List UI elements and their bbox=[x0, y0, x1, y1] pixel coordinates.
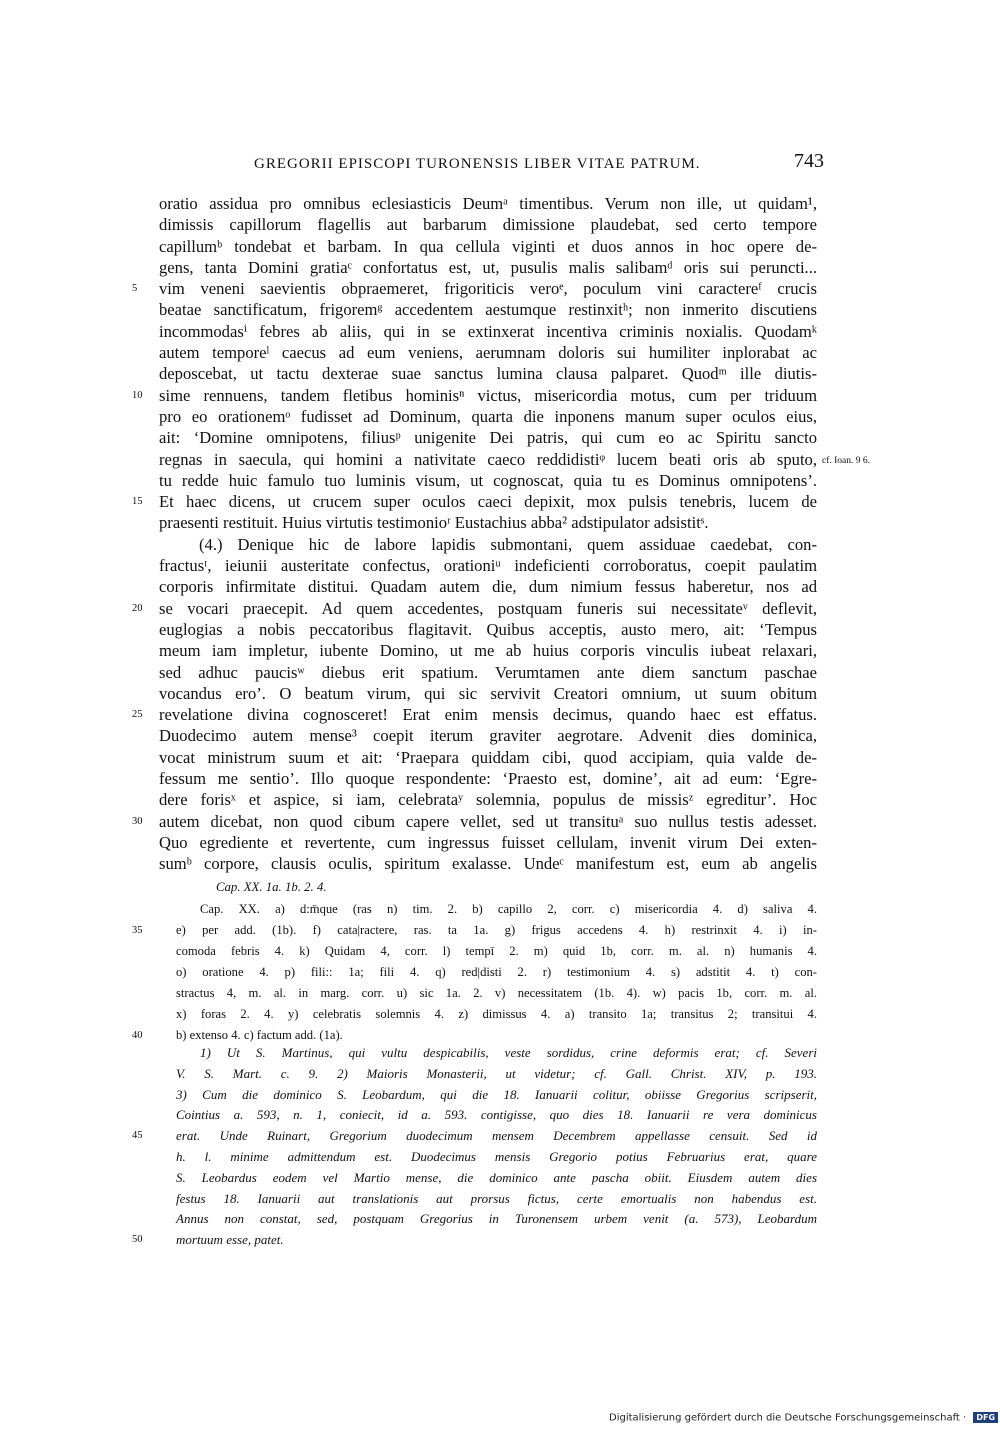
line-text: praesenti restituit. Huius virtutis testimonioʳ Eustachius abba² adstipulator adsistitˢ. bbox=[159, 513, 709, 533]
apparatus-heading: Cap. XX. 1a. 1b. 2. 4. bbox=[216, 880, 327, 894]
text-line bbox=[0, 811, 1000, 832]
line-text: revelatione divina cognosceret! Erat enim mensis decimus, quando haec est effatus. bbox=[159, 705, 817, 725]
text-line bbox=[0, 598, 1000, 619]
footnote-line bbox=[0, 1230, 1000, 1251]
line-text: sime rennuens, tandem fletibus hominisⁿ victus, misericordia motus, cum per triduum bbox=[159, 385, 817, 405]
text-line bbox=[0, 278, 1000, 299]
line-text: o) oratione 4. p) fili:: 1a; fili 4. q) red|disti 2. r) testimonium 4. s) adstitit 4. t) con- bbox=[176, 965, 817, 979]
line-text: Duodecimo autem mense³ coepit iterum graviter aegrotare. Advenit dies dominica, bbox=[159, 726, 817, 746]
text-line bbox=[0, 512, 1000, 533]
apparatus-line bbox=[0, 920, 1000, 941]
line-text: autem dicebat, non quod cibum capere vellet, sed ut transituᵃ suo nullus testis adesset. bbox=[159, 811, 817, 831]
line-text: vocandus ero’. O beatum virum, qui sic servivit Creatori omnium, ut suum obitum bbox=[159, 683, 817, 703]
text-line bbox=[0, 406, 1000, 427]
line-text: erat. Unde Ruinart, Gregorium duodecimum mensem Decembrem appellasse censuit. Sed id bbox=[176, 1128, 817, 1144]
line-text: fractusᵗ, ieiunii austeritate confectus, orationiᵘ indeficienti corroboratus, coepit paulatim bbox=[159, 556, 817, 576]
line-number: 15 bbox=[132, 496, 143, 508]
line-number: 25 bbox=[132, 709, 143, 721]
apparatus-line bbox=[0, 1004, 1000, 1025]
text-line bbox=[0, 747, 1000, 768]
text-line bbox=[0, 257, 1000, 278]
line-text: Cointius a. 593, n. 1, coniecit, id a. 593. contigisse, quo dies 18. Ianuarii re vera dominicus bbox=[176, 1107, 817, 1123]
line-text: vocat ministrum suum et ait: ‘Praepara quiddam cibi, quod accipiam, quia valde de- bbox=[159, 747, 817, 767]
text-line bbox=[0, 470, 1000, 491]
line-text: pro eo orationemᵒ fudisset ad Dominum, quarta die inponens manum super oculos eius, bbox=[159, 406, 817, 426]
line-text: Quo egrediente et revertente, cum ingressus fuisset cellulam, invenit virum Dei exten- bbox=[159, 832, 817, 852]
margin-reference: cf. Ioan. 9 6. bbox=[822, 455, 871, 466]
text-line bbox=[0, 491, 1000, 512]
line-text: incommodasⁱ febres ab aliis, qui in se extinxerat incentiva criminis noxialis. Quodamᵏ bbox=[159, 321, 817, 341]
line-text: Annus non constat, sed, postquam Gregorius in Turonensem urbem venit (a. 573), Leobardum bbox=[176, 1211, 817, 1227]
line-text: stractus 4, m. al. in marg. corr. u) sic 1a. 2. v) necessitatem (1b. 4). w) pacis 1b, corr. m. al. bbox=[176, 986, 817, 1000]
line-number: 10 bbox=[132, 389, 143, 401]
text-line bbox=[0, 832, 1000, 853]
line-text: dimissis capillorum flagellis aut barbarum dimissione plaudebat, sed certo tempore bbox=[159, 215, 817, 235]
line-text: comoda febris 4. k) Quidam 4, corr. l) tempī 2. m) quid 1b, corr. m. al. n) humanis 4. bbox=[176, 944, 817, 958]
footnote-line bbox=[0, 1105, 1000, 1126]
line-text: V. S. Mart. c. 9. 2) Maioris Monasterii, ut videtur; cf. Gall. Christ. XIV, p. 193. bbox=[176, 1065, 817, 1081]
apparatus-line bbox=[0, 983, 1000, 1004]
apparatus-line bbox=[0, 962, 1000, 983]
footnote-line bbox=[0, 1189, 1000, 1210]
footnote-line bbox=[0, 1064, 1000, 1085]
text-line bbox=[0, 853, 1000, 874]
line-text: corporis infirmitate distitui. Quadam autem die, dum nimium fessus haberetur, nos ad bbox=[159, 577, 817, 597]
line-number: 20 bbox=[132, 602, 143, 614]
text-line bbox=[0, 363, 1000, 384]
text-line bbox=[0, 725, 1000, 746]
footnote-line bbox=[0, 1209, 1000, 1230]
page-footer bbox=[609, 1412, 998, 1424]
line-text: mortuum esse, patet. bbox=[176, 1232, 284, 1248]
line-text: x) foras 2. 4. y) celebratis solemnis 4. z) dimissus 4. a) transito 1a; transitus 2; transitui 4. bbox=[176, 1007, 817, 1021]
text-line bbox=[0, 683, 1000, 704]
line-text: meum iam impletur, iubente Domino, ut me ab huius corporis vinculis iubeat relaxari, bbox=[159, 641, 817, 661]
footnote-line bbox=[0, 1126, 1000, 1147]
apparatus-line bbox=[0, 941, 1000, 962]
footnotes bbox=[0, 1043, 1000, 1251]
line-text: tu redde huic famulo tuo luminis visum, ut cognoscat, quia tu es Dominus omnipotens’. bbox=[159, 470, 817, 490]
line-text: sed adhuc paucisʷ diebus erit spatium. Verumtamen ante diem sanctum paschae bbox=[159, 662, 817, 682]
line-text: festus 18. Ianuarii aut translationis aut prorsus fictus, certe emortualis non habendus est. bbox=[176, 1190, 817, 1206]
line-text: regnas in saecula, qui homini a nativitate caeco reddidistiᵠ lucem beati oris ab sputo, bbox=[159, 449, 817, 469]
line-text: dere forisˣ et aspice, si iam, celebrataʸ solemnia, populus de missisᶻ egreditur’. Hoc bbox=[159, 790, 817, 810]
text-line bbox=[0, 193, 1000, 214]
text-line bbox=[0, 555, 1000, 576]
line-text: se vocari praecepit. Ad quem accedentes, postquam funeris sui necessitateᵛ deflevit, bbox=[159, 598, 817, 618]
footnote-line bbox=[0, 1085, 1000, 1106]
footnote-line bbox=[0, 1168, 1000, 1189]
line-number: 45 bbox=[132, 1130, 143, 1142]
line-number: 50 bbox=[132, 1234, 143, 1246]
footnote-line bbox=[0, 1043, 1000, 1064]
text-line bbox=[0, 576, 1000, 597]
text-line bbox=[0, 385, 1000, 406]
text-line bbox=[0, 236, 1000, 257]
line-text: deposcebat, ut tactu dexterae suae sanctus lumina clausa palparet. Quodᵐ ille diutis- bbox=[159, 364, 817, 384]
line-text: (4.) Denique hic de labore lapidis submontani, quem assiduae caedebat, con- bbox=[199, 534, 817, 554]
text-line bbox=[0, 321, 1000, 342]
line-text: Cap. XX. a) d:m̄que (ras n) tim. 2. b) capillo 2, corr. c) misericordia 4. d) saliva 4. bbox=[200, 902, 817, 916]
line-number: 5 bbox=[132, 283, 138, 295]
line-text: autem temporeˡ caecus ad eum veniens, aerumnam doloris sui humiliter inplorabat ac bbox=[159, 343, 817, 363]
text-line bbox=[0, 342, 1000, 363]
line-text: ait: ‘Domine omnipotens, filiusᵖ unigenite Dei patris, qui cum eo ac Spiritu sancto bbox=[159, 428, 817, 448]
text-line bbox=[0, 640, 1000, 661]
page-number: 743 bbox=[794, 150, 824, 172]
main-text bbox=[0, 193, 1000, 875]
digitization-credit: Digitalisierung gefördert durch die Deutsche Forschungsgemeinschaft · bbox=[609, 1412, 967, 1424]
footnote-line bbox=[0, 1147, 1000, 1168]
text-line bbox=[0, 789, 1000, 810]
line-text: euglogias a nobis peccatoribus flagitavit. Quibus acceptis, austo mero, ait: ‘Tempus bbox=[159, 619, 817, 639]
text-line bbox=[0, 619, 1000, 640]
line-text: b) extenso 4. c) factum add. (1a). bbox=[176, 1028, 343, 1042]
text-line bbox=[0, 662, 1000, 683]
line-text: beatae sanctificatum, frigoremᵍ accedentem aestumque restinxitʰ; non inmerito discutiens bbox=[159, 300, 817, 320]
line-number: 30 bbox=[132, 815, 143, 827]
text-line bbox=[0, 449, 1000, 470]
line-text: S. Leobardus eodem vel Martio mense, die dominico ante pascha obiit. Eiusdem autem dies bbox=[176, 1169, 817, 1185]
line-text: sumᵇ corpore, clausis oculis, spiritum exalasse. Undeᶜ manifestum est, eum ab angelis bbox=[159, 854, 817, 874]
line-text: vim veneni saevientis obpraemeret, frigoriticis veroᵉ, poculum vini caractereᶠ crucis bbox=[159, 279, 817, 299]
line-text: 3) Cum die dominico S. Leobardum, qui die 18. Ianuarii colitur, obiisse Gregorius scripserit, bbox=[176, 1086, 817, 1102]
line-text: capillumᵇ tondebat et barbam. In qua cellula viginti et duos annos in hoc opere de- bbox=[159, 236, 817, 256]
dfg-logo: DFG bbox=[973, 1412, 998, 1423]
line-number: 40 bbox=[132, 1030, 143, 1041]
text-line bbox=[0, 214, 1000, 235]
line-text: e) per add. (1b). f) cata|ractere, ras. ta 1a. g) frigus accedens 4. h) restrinxit 4. i) in- bbox=[176, 923, 817, 937]
line-text: gens, tanta Domini gratiaᶜ confortatus est, ut, pusulis malis salibamᵈ oris sui peruncti... bbox=[159, 257, 817, 277]
line-text: oratio assidua pro omnibus eclesiasticis Deumᵃ timentibus. Verum non ille, ut quidam¹, bbox=[159, 194, 817, 213]
running-title: GREGORII EPISCOPI TURONENSIS LIBER VITAE PATRUM. bbox=[254, 156, 701, 172]
text-line bbox=[0, 704, 1000, 725]
line-text: h. l. minime admittendum est. Duodecimus mensis Gregorio potius Februarius erat, quare bbox=[176, 1148, 817, 1164]
text-line bbox=[0, 534, 1000, 555]
line-number: 35 bbox=[132, 925, 143, 936]
text-line bbox=[0, 299, 1000, 320]
critical-apparatus bbox=[0, 899, 1000, 1046]
apparatus-line bbox=[0, 899, 1000, 920]
text-line bbox=[0, 427, 1000, 448]
page-header bbox=[254, 150, 824, 184]
line-text: 1) Ut S. Martinus, qui vultu despicabilis, veste sordidus, crine deformis erat; cf. Severi bbox=[200, 1045, 817, 1060]
line-text: fessum me sentio’. Illo quoque respondente: ‘Praesto est, domine’, ait ad eum: ‘Egre- bbox=[159, 769, 817, 789]
line-text: Et haec dicens, ut crucem super oculos caeci depixit, mox pulsis tenebris, lucem de bbox=[159, 492, 817, 512]
text-line bbox=[0, 768, 1000, 789]
